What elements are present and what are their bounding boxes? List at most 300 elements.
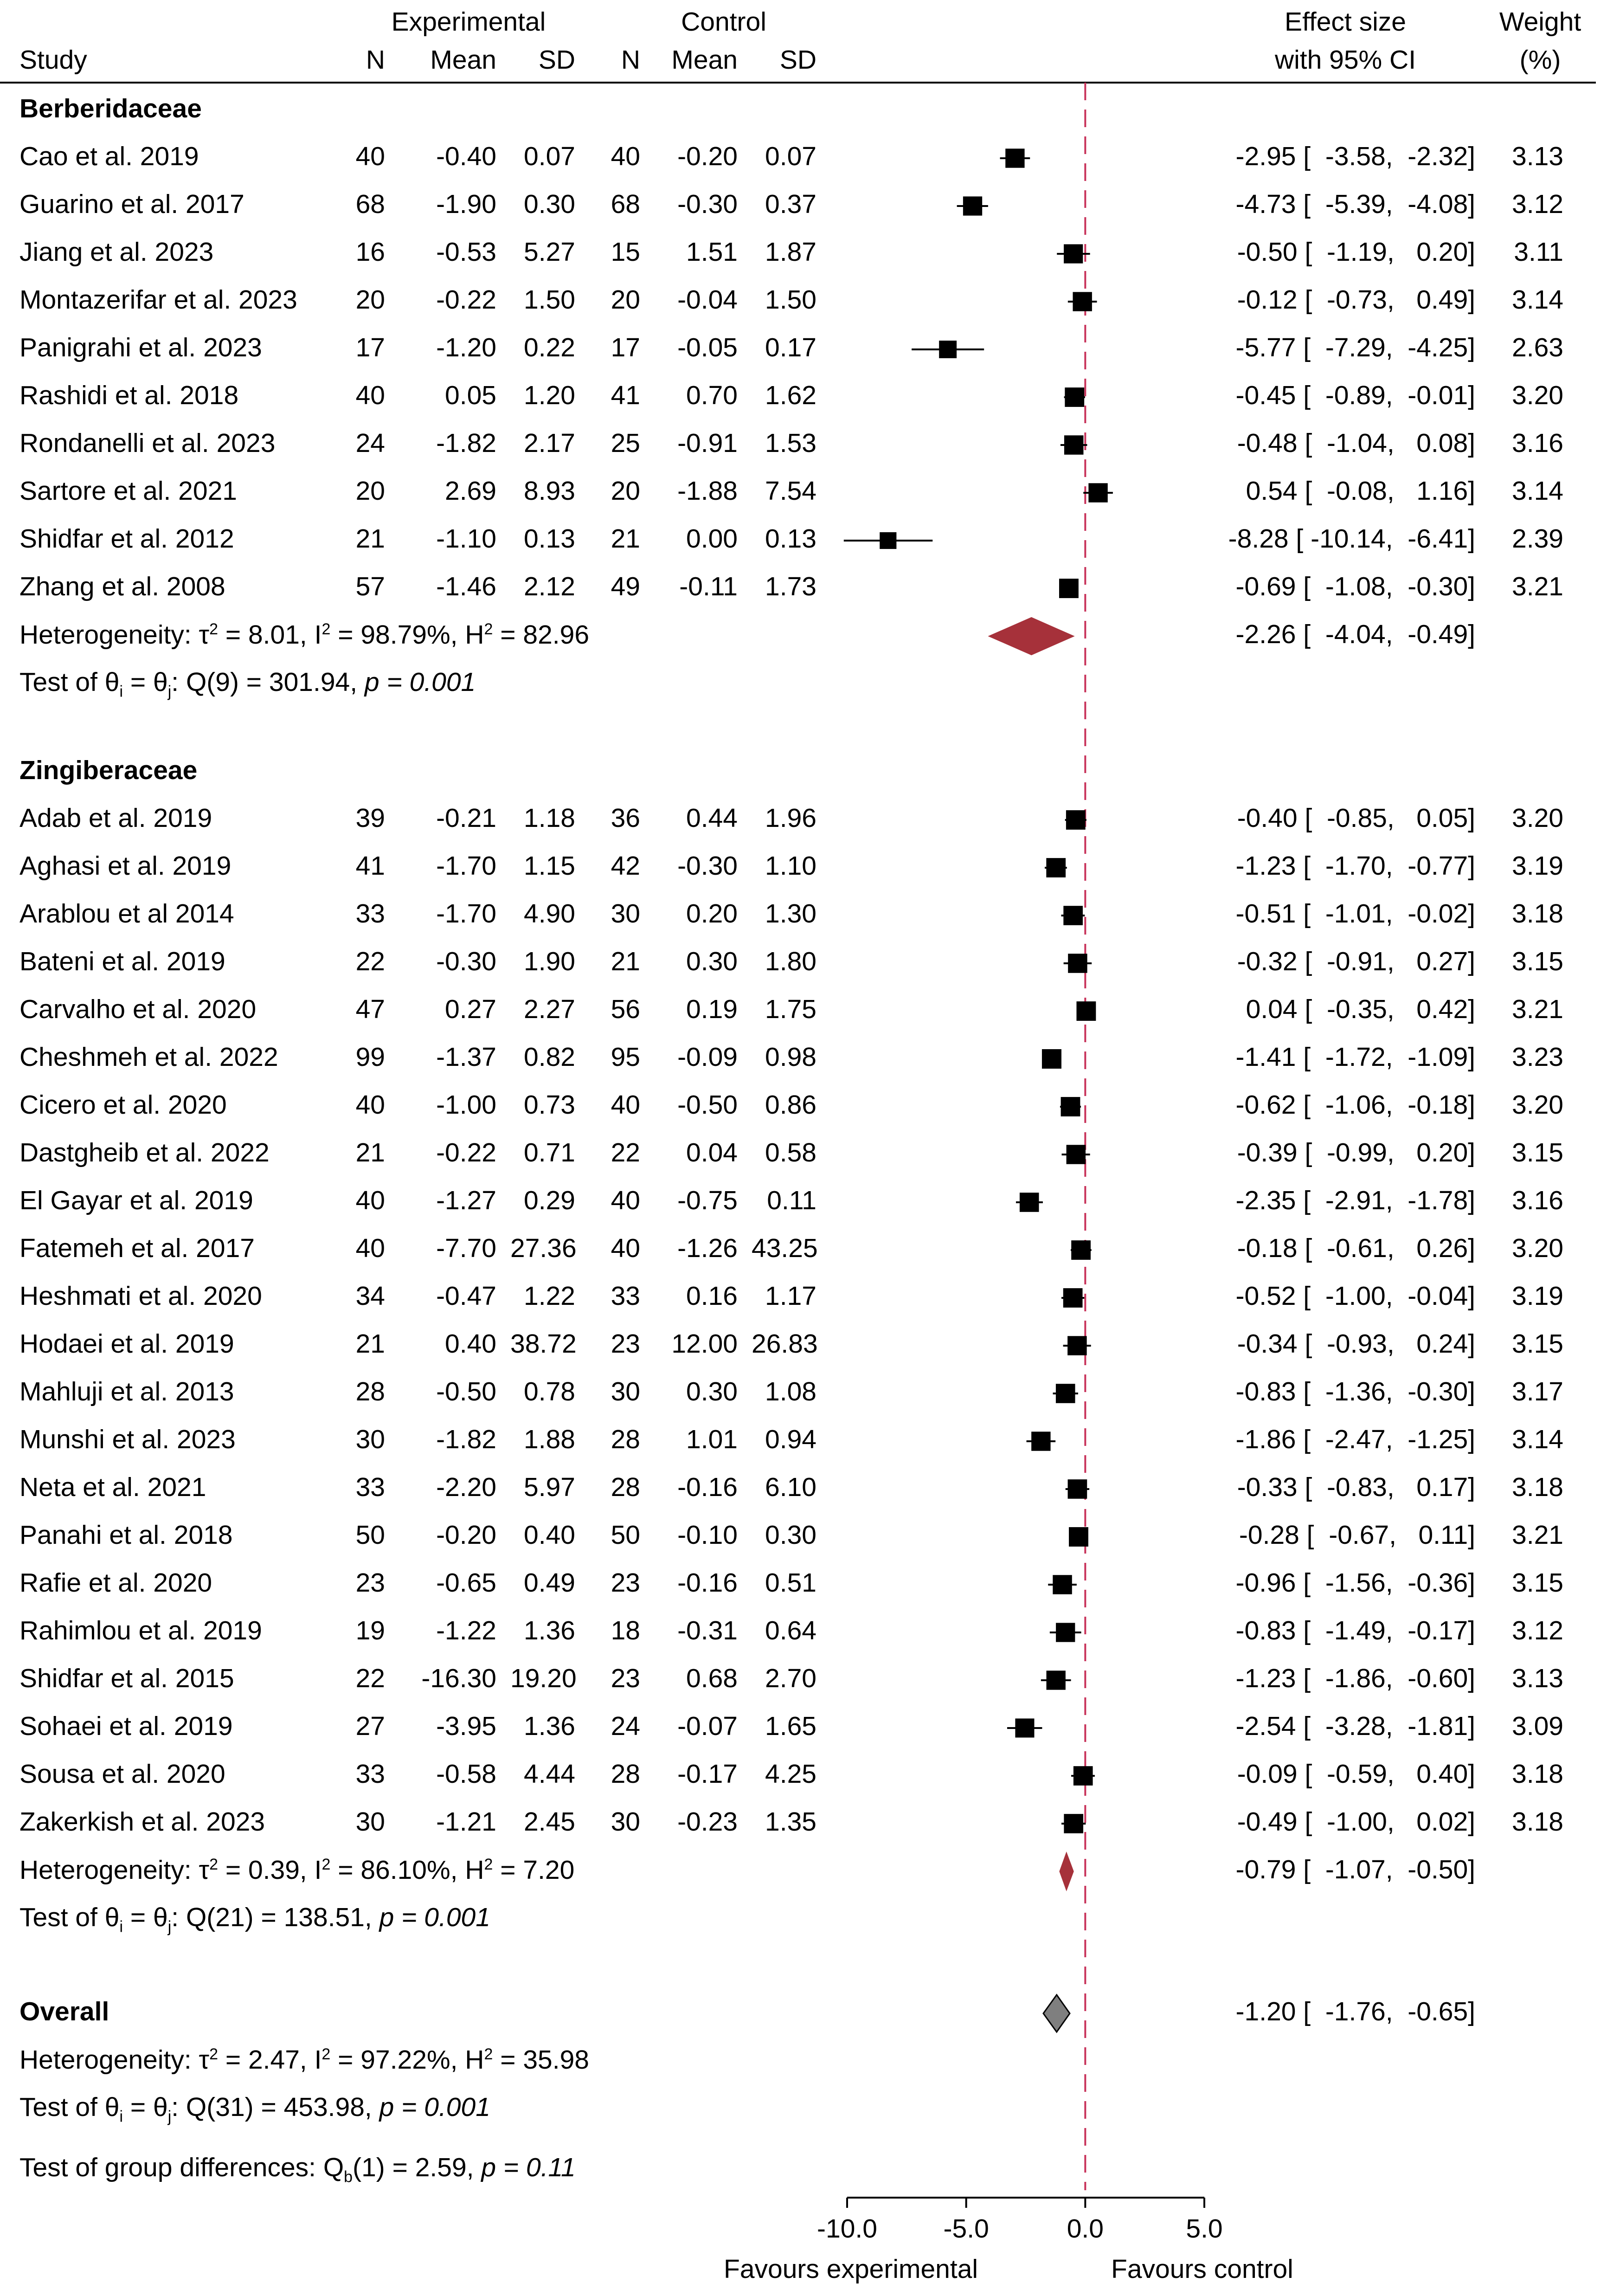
- study-cn: 36: [611, 803, 640, 833]
- study-csd: 1.65: [765, 1711, 816, 1741]
- group-title: Zingiberaceae: [19, 755, 198, 785]
- effect-marker: [1067, 1336, 1086, 1355]
- effect-marker: [1064, 435, 1084, 455]
- study-weight: 3.19: [1512, 1281, 1563, 1311]
- study-weight: 3.20: [1512, 381, 1563, 410]
- header-experimental: Experimental: [391, 7, 546, 37]
- study-weight: 3.23: [1512, 1042, 1563, 1072]
- study-esd: 0.30: [524, 189, 575, 219]
- study-csd: 1.35: [765, 1807, 816, 1837]
- effect-marker: [880, 532, 896, 549]
- study-csd: 43.25: [752, 1233, 818, 1263]
- study-cm: 0.44: [686, 803, 738, 833]
- study-csd: 0.17: [765, 333, 816, 362]
- study-em: -1.21: [436, 1807, 496, 1837]
- study-weight: 3.17: [1512, 1377, 1563, 1406]
- study-em: -1.46: [436, 572, 496, 601]
- study-name: Bateni et al. 2019: [19, 947, 225, 976]
- study-esd: 0.22: [524, 333, 575, 362]
- effect-marker: [1071, 1240, 1091, 1260]
- group-pooled-ci: -2.26 [ -4.04, -0.49]: [1235, 619, 1475, 649]
- study-csd: 1.62: [765, 381, 816, 410]
- study-name: Zakerkish et al. 2023: [19, 1807, 265, 1837]
- study-en: 19: [355, 1616, 385, 1645]
- study-cm: 1.51: [686, 237, 738, 267]
- header-effect-size: Effect size: [1285, 7, 1406, 37]
- study-csd: 0.11: [767, 1186, 816, 1215]
- study-cn: 21: [611, 524, 640, 554]
- study-name: Panigrahi et al. 2023: [19, 333, 262, 362]
- study-name: Aghasi et al. 2019: [19, 851, 231, 881]
- favours-experimental-label: Favours experimental: [724, 2254, 978, 2284]
- study-en: 21: [355, 1329, 385, 1359]
- study-en: 47: [355, 994, 385, 1024]
- effect-marker: [1056, 1384, 1075, 1403]
- study-cm: -0.20: [677, 142, 738, 171]
- study-cn: 28: [611, 1425, 640, 1454]
- study-em: -1.22: [436, 1616, 496, 1645]
- study-ci: -0.34 [ -0.93, 0.24]: [1237, 1329, 1475, 1359]
- study-em: -0.53: [436, 237, 496, 267]
- study-esd: 1.20: [524, 381, 575, 410]
- study-cn: 30: [611, 1377, 640, 1406]
- study-cm: -1.26: [677, 1233, 738, 1263]
- study-weight: 3.14: [1512, 476, 1563, 506]
- study-em: -0.50: [436, 1377, 496, 1406]
- study-esd: 4.90: [524, 899, 575, 929]
- effect-marker: [1073, 292, 1092, 311]
- study-esd: 5.27: [524, 237, 575, 267]
- study-weight: 3.19: [1512, 851, 1563, 881]
- study-csd: 0.94: [765, 1425, 816, 1454]
- study-cm: -0.30: [677, 851, 738, 881]
- study-em: 0.40: [445, 1329, 496, 1359]
- study-em: -2.20: [436, 1472, 496, 1502]
- study-cm: -0.04: [677, 285, 738, 315]
- study-csd: 0.37: [765, 189, 816, 219]
- effect-marker: [1066, 810, 1086, 830]
- study-cm: -0.10: [677, 1520, 738, 1550]
- study-csd: 1.87: [765, 237, 816, 267]
- study-ci: -2.54 [ -3.28, -1.81]: [1235, 1711, 1475, 1741]
- study-cn: 40: [611, 1090, 640, 1120]
- study-cm: 0.19: [686, 994, 738, 1024]
- x-tick-label: 5.0: [1186, 2214, 1223, 2244]
- study-cm: 0.00: [686, 524, 738, 554]
- study-em: -0.21: [436, 803, 496, 833]
- study-ci: -0.51 [ -1.01, -0.02]: [1235, 899, 1475, 929]
- study-name: Fatemeh et al. 2017: [19, 1233, 255, 1263]
- study-esd: 38.72: [510, 1329, 577, 1359]
- header-weight-unit: (%): [1519, 45, 1561, 75]
- study-em: -0.22: [436, 1138, 496, 1167]
- study-name: Shidfar et al. 2012: [19, 524, 234, 554]
- study-cm: -1.88: [677, 476, 738, 506]
- study-em: -1.27: [436, 1186, 496, 1215]
- effect-marker: [1046, 858, 1066, 877]
- study-csd: 1.73: [765, 572, 816, 601]
- study-em: -0.47: [436, 1281, 496, 1311]
- study-weight: 3.16: [1512, 1186, 1563, 1215]
- study-en: 30: [355, 1425, 385, 1454]
- study-esd: 1.36: [524, 1616, 575, 1645]
- study-ci: -0.83 [ -1.36, -0.30]: [1235, 1377, 1475, 1406]
- study-ci: -2.95 [ -3.58, -2.32]: [1235, 142, 1475, 171]
- study-en: 23: [355, 1568, 385, 1598]
- study-name: Sousa et al. 2020: [19, 1759, 225, 1789]
- study-em: -16.30: [421, 1664, 496, 1693]
- overall-ci: -1.20 [ -1.76, -0.65]: [1235, 1997, 1475, 2026]
- study-en: 40: [355, 381, 385, 410]
- study-cm: -0.50: [677, 1090, 738, 1120]
- study-esd: 4.44: [524, 1759, 575, 1789]
- study-ci: -5.77 [ -7.29, -4.25]: [1235, 333, 1475, 362]
- study-esd: 2.45: [524, 1807, 575, 1837]
- study-ci: -1.23 [ -1.70, -0.77]: [1235, 851, 1475, 881]
- study-name: Arablou et al 2014: [19, 899, 234, 929]
- study-cm: -0.23: [677, 1807, 738, 1837]
- study-ci: -0.09 [ -0.59, 0.40]: [1237, 1759, 1475, 1789]
- study-name: Adab et al. 2019: [19, 803, 212, 833]
- study-csd: 1.30: [765, 899, 816, 929]
- study-esd: 19.20: [510, 1664, 577, 1693]
- effect-marker: [1076, 1001, 1096, 1021]
- study-weight: 3.15: [1512, 1329, 1563, 1359]
- study-csd: 1.10: [765, 851, 816, 881]
- effect-marker: [1068, 1479, 1087, 1499]
- study-csd: 0.64: [765, 1616, 816, 1645]
- study-csd: 0.98: [765, 1042, 816, 1072]
- effect-marker: [1068, 954, 1087, 973]
- study-en: 34: [355, 1281, 385, 1311]
- study-en: 20: [355, 476, 385, 506]
- study-esd: 2.27: [524, 994, 575, 1024]
- x-tick-label: 0.0: [1067, 2214, 1104, 2244]
- study-name: Shidfar et al. 2015: [19, 1664, 234, 1693]
- study-cm: 0.70: [686, 381, 738, 410]
- effect-marker: [1067, 1145, 1086, 1164]
- study-en: 21: [355, 524, 385, 554]
- study-cm: 0.68: [686, 1664, 738, 1693]
- study-en: 22: [355, 1664, 385, 1693]
- study-em: -1.70: [436, 851, 496, 881]
- effect-marker: [1064, 244, 1083, 263]
- effect-marker: [1047, 1670, 1066, 1690]
- study-csd: 0.13: [765, 524, 816, 554]
- study-en: 28: [355, 1377, 385, 1406]
- effect-marker: [1063, 1288, 1083, 1308]
- study-esd: 8.93: [524, 476, 575, 506]
- study-ci: -0.33 [ -0.83, 0.17]: [1237, 1472, 1475, 1502]
- effect-marker: [1073, 1766, 1093, 1786]
- study-cn: 49: [611, 572, 640, 601]
- study-cm: -0.91: [677, 428, 738, 458]
- study-name: Hodaei et al. 2019: [19, 1329, 234, 1359]
- study-ci: -0.96 [ -1.56, -0.36]: [1235, 1568, 1475, 1598]
- study-csd: 0.86: [765, 1090, 816, 1120]
- study-cn: 40: [611, 1186, 640, 1215]
- study-ci: -2.35 [ -2.91, -1.78]: [1235, 1186, 1475, 1215]
- effect-marker: [1061, 1097, 1080, 1116]
- study-cn: 50: [611, 1520, 640, 1550]
- study-cn: 68: [611, 189, 640, 219]
- study-csd: 26.83: [752, 1329, 818, 1359]
- study-name: Neta et al. 2021: [19, 1472, 206, 1502]
- study-name: El Gayar et al. 2019: [19, 1186, 253, 1215]
- effect-marker: [1064, 1814, 1083, 1833]
- study-csd: 1.75: [765, 994, 816, 1024]
- header-exp-n: N: [366, 45, 385, 75]
- study-ci: -0.83 [ -1.49, -0.17]: [1235, 1616, 1475, 1645]
- effect-marker: [1059, 579, 1079, 598]
- study-cn: 56: [611, 994, 640, 1024]
- group-title: Berberidaceae: [19, 94, 202, 123]
- study-en: 27: [355, 1711, 385, 1741]
- study-en: 16: [355, 237, 385, 267]
- group-pooled-ci: -0.79 [ -1.07, -0.50]: [1235, 1855, 1475, 1884]
- study-weight: 3.13: [1512, 1664, 1563, 1693]
- study-name: Rondanelli et al. 2023: [19, 428, 276, 458]
- study-esd: 1.22: [524, 1281, 575, 1311]
- study-em: -0.40: [436, 142, 496, 171]
- group-heterogeneity: Heterogeneity: $\tau^2 = 0.39$, $I^2 = 86.10\%$, $H^2 = 7.20$: [19, 1855, 575, 1885]
- header-exp-mean: Mean: [430, 45, 496, 75]
- study-cn: 20: [611, 476, 640, 506]
- effect-marker: [1063, 906, 1083, 925]
- study-esd: 0.29: [524, 1186, 575, 1215]
- group-test: Test of $\theta_i = \theta_j$: Q(21) = 138.51, p = 0.001: [19, 1903, 490, 1936]
- study-en: 41: [355, 851, 385, 881]
- study-en: 39: [355, 803, 385, 833]
- study-cn: 28: [611, 1472, 640, 1502]
- study-ci: -0.48 [ -1.04, 0.08]: [1237, 428, 1475, 458]
- study-en: 99: [355, 1042, 385, 1072]
- study-ci: -1.86 [ -2.47, -1.25]: [1235, 1425, 1475, 1454]
- study-em: -1.37: [436, 1042, 496, 1072]
- study-ci: -1.23 [ -1.86, -0.60]: [1235, 1664, 1475, 1693]
- study-ci: -0.40 [ -0.85, 0.05]: [1237, 803, 1475, 833]
- overall-label: Overall: [19, 1997, 109, 2026]
- study-cm: 1.01: [686, 1425, 738, 1454]
- study-ci: -0.39 [ -0.99, 0.20]: [1237, 1138, 1475, 1167]
- study-esd: 2.17: [524, 428, 575, 458]
- study-weight: 3.09: [1512, 1711, 1563, 1741]
- group-difference-test: Test of group differences: $Q_b(1) = 2.59$, p = 0.11: [19, 2153, 576, 2186]
- study-weight: 2.39: [1512, 524, 1563, 554]
- study-en: 40: [355, 1233, 385, 1263]
- study-weight: 3.15: [1512, 947, 1563, 976]
- study-weight: 3.16: [1512, 428, 1563, 458]
- study-weight: 3.18: [1512, 1759, 1563, 1789]
- study-csd: 1.17: [765, 1281, 816, 1311]
- study-cn: 23: [611, 1664, 640, 1693]
- study-esd: 0.49: [524, 1568, 575, 1598]
- group-heterogeneity: Heterogeneity: $\tau^2 = 8.01$, $I^2 = 98.79\%$, $H^2 = 82.96$: [19, 620, 590, 650]
- group-test: Test of $\theta_i = \theta_j$: Q(9) = 301.94, p = 0.001: [19, 667, 476, 701]
- study-esd: 0.07: [524, 142, 575, 171]
- study-ci: -0.32 [ -0.91, 0.27]: [1237, 947, 1475, 976]
- effect-marker: [1069, 1527, 1088, 1547]
- study-ci: -0.45 [ -0.89, -0.01]: [1235, 381, 1475, 410]
- study-csd: 0.07: [765, 142, 816, 171]
- study-name: Dastgheib et al. 2022: [19, 1138, 270, 1167]
- study-name: Mahluji et al. 2013: [19, 1377, 234, 1406]
- study-csd: 7.54: [765, 476, 816, 506]
- study-ci: -0.69 [ -1.08, -0.30]: [1235, 572, 1475, 601]
- study-csd: 2.70: [765, 1664, 816, 1693]
- effect-marker: [1056, 1623, 1075, 1642]
- study-cn: 21: [611, 947, 640, 976]
- subgroup-diamond: [989, 618, 1073, 655]
- study-em: -0.20: [436, 1520, 496, 1550]
- header-ctl-mean: Mean: [671, 45, 738, 75]
- study-cn: 24: [611, 1711, 640, 1741]
- x-tick-label: -10.0: [817, 2214, 877, 2244]
- study-cn: 42: [611, 851, 640, 881]
- study-esd: 1.36: [524, 1711, 575, 1741]
- study-esd: 1.18: [524, 803, 575, 833]
- effect-marker: [1031, 1432, 1050, 1451]
- study-cn: 95: [611, 1042, 640, 1072]
- study-csd: 1.96: [765, 803, 816, 833]
- study-en: 40: [355, 1090, 385, 1120]
- study-en: 17: [355, 333, 385, 362]
- study-cn: 25: [611, 428, 640, 458]
- study-em: -1.20: [436, 333, 496, 362]
- study-weight: 3.18: [1512, 1472, 1563, 1502]
- study-csd: 1.53: [765, 428, 816, 458]
- study-ci: -4.73 [ -5.39, -4.08]: [1235, 189, 1475, 219]
- study-en: 30: [355, 1807, 385, 1837]
- study-em: -0.22: [436, 285, 496, 315]
- study-ci: -0.12 [ -0.73, 0.49]: [1237, 285, 1475, 315]
- study-cm: -0.17: [677, 1759, 738, 1789]
- study-ci: -0.50 [ -1.19, 0.20]: [1237, 237, 1475, 267]
- study-csd: 6.10: [765, 1472, 816, 1502]
- study-ci: -0.62 [ -1.06, -0.18]: [1235, 1090, 1475, 1120]
- header-exp-sd: SD: [538, 45, 575, 75]
- header-with-ci: with 95% CI: [1274, 45, 1416, 75]
- study-name: Zhang et al. 2008: [19, 572, 225, 601]
- study-cn: 30: [611, 899, 640, 929]
- study-en: 33: [355, 899, 385, 929]
- study-en: 33: [355, 1759, 385, 1789]
- study-weight: 3.18: [1512, 1807, 1563, 1837]
- study-csd: 1.50: [765, 285, 816, 315]
- study-esd: 2.12: [524, 572, 575, 601]
- header-ctl-sd: SD: [779, 45, 816, 75]
- study-em: -7.70: [436, 1233, 496, 1263]
- overall-diamond: [1043, 1995, 1070, 2032]
- study-cm: -0.16: [677, 1472, 738, 1502]
- study-em: 0.05: [445, 381, 496, 410]
- study-name: Montazerifar et al. 2023: [19, 285, 297, 315]
- study-weight: 2.63: [1512, 333, 1563, 362]
- study-cm: 12.00: [671, 1329, 738, 1359]
- study-esd: 0.82: [524, 1042, 575, 1072]
- study-em: -0.58: [436, 1759, 496, 1789]
- study-en: 57: [355, 572, 385, 601]
- study-cn: 23: [611, 1329, 640, 1359]
- study-name: Munshi et al. 2023: [19, 1425, 236, 1454]
- study-en: 22: [355, 947, 385, 976]
- effect-marker: [1005, 148, 1024, 168]
- study-esd: 0.71: [524, 1138, 575, 1167]
- study-weight: 3.18: [1512, 899, 1563, 929]
- header-weight: Weight: [1499, 7, 1581, 37]
- study-cn: 15: [611, 237, 640, 267]
- x-tick-label: -5.0: [943, 2214, 989, 2244]
- study-csd: 0.58: [765, 1138, 816, 1167]
- study-name: Rahimlou et al. 2019: [19, 1616, 262, 1645]
- study-cm: -0.30: [677, 189, 738, 219]
- study-ci: -1.41 [ -1.72, -1.09]: [1235, 1042, 1475, 1072]
- study-ci: -0.49 [ -1.00, 0.02]: [1237, 1807, 1475, 1837]
- favours-control-label: Favours control: [1111, 2254, 1293, 2284]
- study-weight: 3.13: [1512, 142, 1563, 171]
- study-csd: 1.08: [765, 1377, 816, 1406]
- study-csd: 0.51: [765, 1568, 816, 1598]
- study-cm: 0.20: [686, 899, 738, 929]
- study-ci: -0.52 [ -1.00, -0.04]: [1235, 1281, 1475, 1311]
- study-name: Rafie et al. 2020: [19, 1568, 212, 1598]
- study-cn: 28: [611, 1759, 640, 1789]
- effect-marker: [1065, 387, 1084, 407]
- study-esd: 27.36: [510, 1233, 577, 1263]
- study-en: 68: [355, 189, 385, 219]
- study-cn: 17: [611, 333, 640, 362]
- study-cm: -0.11: [679, 572, 738, 601]
- header-study: Study: [19, 45, 87, 75]
- study-ci: -8.28 [ -10.14, -6.41]: [1228, 524, 1475, 554]
- study-name: Cao et al. 2019: [19, 142, 199, 171]
- study-name: Carvalho et al. 2020: [19, 994, 257, 1024]
- study-weight: 3.21: [1512, 572, 1563, 601]
- study-ci: 0.54 [ -0.08, 1.16]: [1246, 476, 1475, 506]
- study-en: 40: [355, 142, 385, 171]
- study-ci: 0.04 [ -0.35, 0.42]: [1246, 994, 1475, 1024]
- study-cm: -0.75: [677, 1186, 738, 1215]
- study-name: Panahi et al. 2018: [19, 1520, 233, 1550]
- study-cn: 30: [611, 1807, 640, 1837]
- study-en: 20: [355, 285, 385, 315]
- study-csd: 4.25: [765, 1759, 816, 1789]
- study-em: 0.27: [445, 994, 496, 1024]
- header-ctl-n: N: [621, 45, 640, 75]
- study-esd: 1.90: [524, 947, 575, 976]
- study-em: -1.70: [436, 899, 496, 929]
- study-em: -1.82: [436, 1425, 496, 1454]
- study-esd: 0.13: [524, 524, 575, 554]
- study-esd: 1.50: [524, 285, 575, 315]
- study-em: -1.00: [436, 1090, 496, 1120]
- effect-marker: [1053, 1575, 1072, 1594]
- study-cn: 40: [611, 1233, 640, 1263]
- study-en: 33: [355, 1472, 385, 1502]
- study-cm: 0.04: [686, 1138, 738, 1167]
- study-weight: 3.14: [1512, 1425, 1563, 1454]
- effect-marker: [1015, 1718, 1034, 1737]
- study-cm: -0.31: [677, 1616, 738, 1645]
- study-csd: 0.30: [765, 1520, 816, 1550]
- study-cn: 33: [611, 1281, 640, 1311]
- study-em: -1.90: [436, 189, 496, 219]
- effect-marker: [1088, 483, 1107, 502]
- study-weight: 3.21: [1512, 994, 1563, 1024]
- study-name: Sohaei et al. 2019: [19, 1711, 233, 1741]
- study-em: -1.10: [436, 524, 496, 554]
- study-esd: 1.15: [524, 851, 575, 881]
